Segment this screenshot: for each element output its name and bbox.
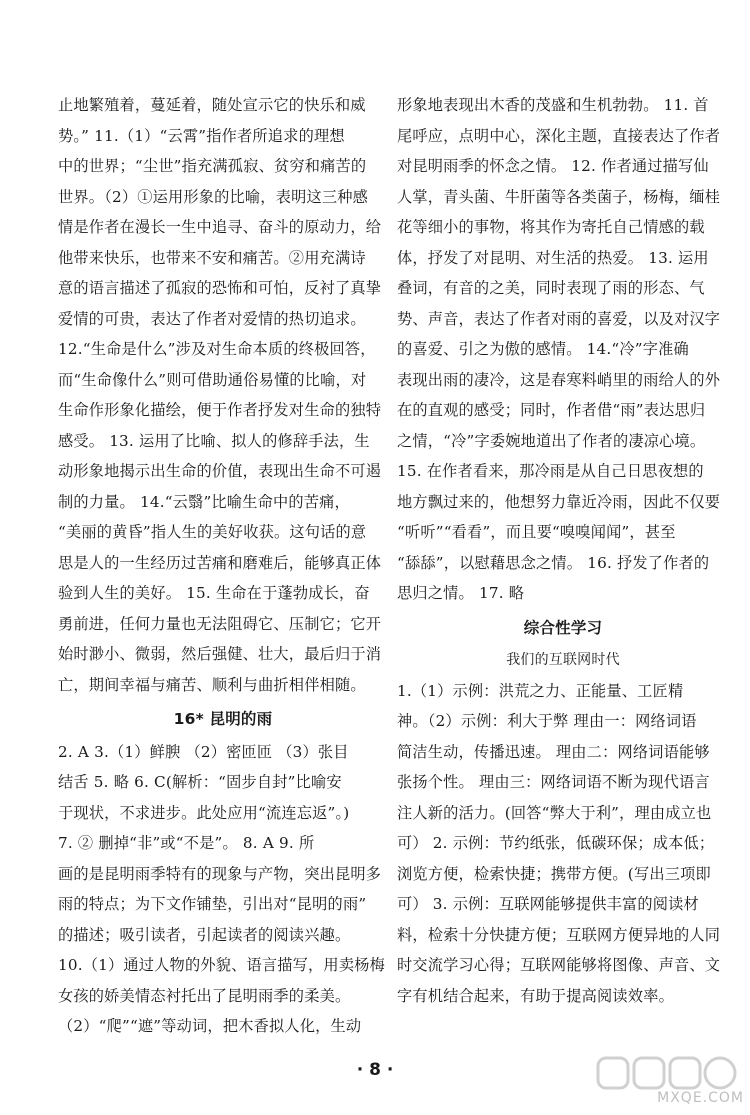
text-line: 叠词，有音的之美，同时表现了雨的形态、气 [397, 279, 705, 297]
text-line: 中的世界；“尘世”指充满孤寂、贫穷和痛苦的 [58, 157, 367, 175]
right-column [397, 90, 729, 1011]
text-line: 15. 在作者看来，那冷雨是从自己日思夜想的 [397, 462, 704, 480]
text-line: 动形象地揭示出生命的价值，表现出生命不可遏 [58, 462, 382, 480]
text-line: 思归之情。 17. 略 [397, 584, 525, 602]
text-line: 止地繁殖着，蔓延着，随处宣示它的快乐和威 [58, 96, 366, 114]
left-column [58, 90, 388, 1042]
text-line: 之情，“冷”字委婉地道出了作者的凄凉心境。 [397, 431, 706, 450]
text-line: 花等细小的事物，将其作为寄托自己情感的载 [397, 218, 705, 236]
text-line: （2）“爬”“遮”等动词，把木香拟人化，生动 [58, 1017, 362, 1035]
text-line: 浏览方便，检索快捷；携带方便。(写出三项即 [397, 864, 711, 883]
left-answer-block-1 [58, 90, 388, 700]
text-line: 思是人的一生经历过苦痛和磨难后，能够真正体 [58, 553, 382, 572]
text-line: 可） 3. 示例：互联网能够提供丰富的阅读材 [397, 895, 699, 913]
section-title-kunming-rain: 16* 昆明的雨 [173, 710, 273, 728]
text-line: 尾呼应，点明中心，深化主题，直接表达了作者 [397, 126, 721, 145]
text-line: 雨的特点；为下文作铺垫，引出对“昆明的雨” [58, 895, 367, 913]
text-line: 人掌，青头菌、牛肝菌等各类菌子，杨梅，缅桂 [397, 187, 721, 206]
watermark-text: MXQE.COM [657, 1090, 744, 1106]
text-line: 画的是昆明雨季特有的现象与产物，突出昆明多 [58, 864, 382, 883]
text-line: 在的直观的感受；同时，作者借“雨”表达思归 [397, 401, 706, 419]
text-line: 而“生命像什么”则可借助通俗易懂的比喻，对 [58, 370, 367, 389]
text-line: 势。” 11.（1）“云霄”指作者所追求的理想 [58, 126, 345, 145]
right-answer-block-1 [397, 90, 729, 609]
text-line: 意的语言描述了孤寂的恐怖和可怕，反衬了真挚 [58, 279, 382, 297]
text-line: 对昆明雨季的怀念之情。 12. 作者通过描写仙 [397, 157, 709, 175]
text-line: 形象地表现出木香的茂盛和生机勃勃。 11. 首 [397, 96, 709, 114]
section-subtitle-internet-era: 我们的互联网时代 [506, 652, 620, 668]
section-title-comprehensive-learning: 综合性学习 [523, 618, 603, 637]
text-line: 的喜爱、引之为傲的感情。 14.“冷”字准确 [397, 340, 689, 358]
text-line: 于现状，不求进步。此处应用“流连忘返”。) [58, 803, 350, 822]
text-line: 女孩的娇美情态衬托出了昆明雨季的柔美。 [58, 986, 351, 1005]
text-line: 情是作者在漫长一生中追寻、奋斗的原动力，给 [58, 218, 382, 236]
text-line: 料，检索十分快捷方便；互联网方便异地的人同 [397, 925, 721, 944]
text-line: 他带来快乐，也带来不安和痛苦。②用充满诗 [58, 248, 366, 267]
text-line: 神。（2）示例：利大于弊 理由一：网络词语 [397, 712, 697, 730]
text-line: 制的力量。 14.“云翳”比喻生命中的苦痛， [58, 492, 350, 511]
text-line: 亡，期间幸福与痛苦、顺利与曲折相伴相随。 [58, 675, 366, 694]
text-line: 简洁生动，传播迅速。 理由二：网络词语能够 [397, 742, 710, 761]
text-line: 1.（1）示例：洪荒之力、正能量、工匠精 [397, 681, 684, 700]
text-line: 爱情的可贵，表达了作者对爱情的热切追求。 [58, 309, 366, 328]
text-line: 地方飘过来的，他想努力靠近冷雨，因此不仅要 [397, 492, 721, 511]
text-line: 12.“生命是什么”涉及对生命本质的终极回答， [58, 340, 376, 358]
text-line: 可） 2. 示例：节约纸张，低碳环保；成本低； [397, 834, 715, 852]
text-line: 生命作形象化描绘，便于作者抒发对生命的独特 [58, 401, 382, 419]
text-line: 表现出雨的凄冷，这是春寒料峭里的雨给人的外 [397, 370, 721, 389]
text-line: 体，抒发了对昆明、对生活的热爱。 13. 运用 [397, 248, 709, 267]
text-line: 10.（1）通过人物的外貌、语言描写，用卖杨梅 [58, 956, 385, 974]
text-line: 验到人生的美好。 15. 生命在于蓬勃成长，奋 [58, 584, 370, 602]
text-line: 势、声音，表达了作者对雨的喜爱，以及对汉字 [397, 309, 721, 328]
text-line: 注人新的活力。(回答“弊大于利”，理由成立也 [397, 803, 712, 822]
text-line: “美丽的黄昏”指人生的美好收获。这句话的意 [58, 523, 367, 541]
page-number: · 8 · [356, 1060, 394, 1080]
text-line: “舔舔”，以慰藉思念之情。 16. 抒发了作者的 [397, 553, 710, 572]
left-answer-block-2 [58, 737, 388, 1042]
text-line: 的描述；吸引读者，引起读者的阅读兴趣。 [58, 925, 351, 944]
text-line: 2. A 3.（1）鲜腴 （2）密匝匝 （3）张目 [58, 742, 349, 761]
text-line: 结舌 5. 略 6. C(解析：“固步自封”比喻安 [58, 773, 342, 791]
text-line: “听听”“看看”，而且要“嗅嗅闻闻”，甚至 [397, 523, 676, 541]
text-line: 勇前进，任何力量也无法阻碍它、压制它；它开 [58, 614, 382, 633]
text-line: 7. ② 删掉“非”或“不是”。 8. A 9. 所 [58, 834, 315, 852]
text-line: 字有机结合起来，有助于提高阅读效率。 [397, 986, 674, 1005]
text-line: 时交流学习心得；互联网能够将图像、声音、文 [397, 956, 721, 974]
text-line: 始时渺小、微弱，然后强健、壮大，最后归于消 [58, 645, 382, 663]
right-answer-block-2 [397, 676, 729, 1012]
text-line: 张扬个性。 理由三：网络词语不断为现代语言 [397, 773, 710, 791]
text-line: 世界。（2）①运用形象的比喻，表明这三种感 [58, 187, 369, 206]
text-line: 感受。 13. 运用了比喻、拟人的修辞手法，生 [58, 431, 370, 450]
